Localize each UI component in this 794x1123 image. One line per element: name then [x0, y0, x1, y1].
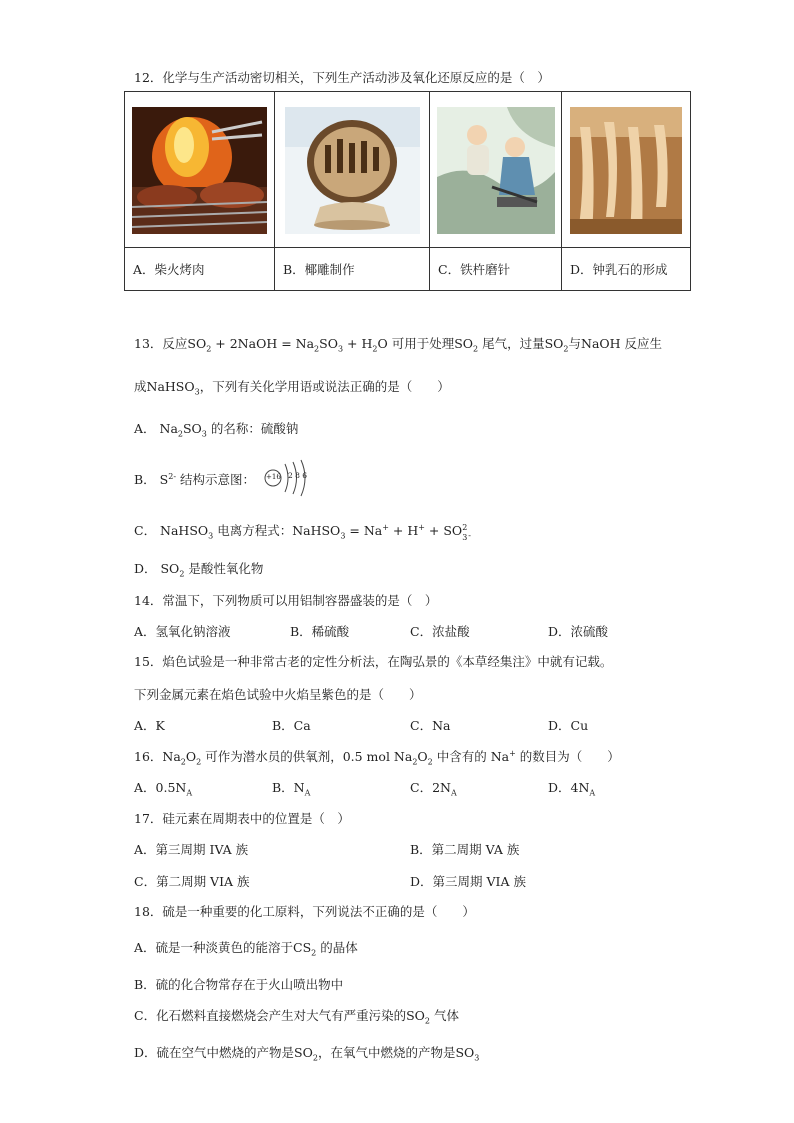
q16-option-d[interactable]: D．$4N_A$	[548, 780, 596, 798]
q17-option-a[interactable]: A．第三周期 IVA 族	[134, 842, 249, 857]
q16-option-a[interactable]: A．$0.5N_A$	[134, 780, 193, 798]
iron-rod-grinding-painting	[437, 107, 555, 234]
q16-option-b[interactable]: B．$N_A$	[272, 780, 311, 798]
q12-option-c[interactable]: C．铁杵磨针	[430, 248, 562, 291]
q12-image-cell-a	[125, 92, 275, 248]
diagram-shell-electrons: 2 8 6	[288, 471, 308, 480]
q18-option-c[interactable]: C．化石燃料直接燃烧会产生对大气有严重污染的$SO_2$ 气体	[134, 1008, 459, 1026]
q14-option-a[interactable]: A．氢氧化钠溶液	[134, 624, 231, 639]
q12-option-b[interactable]: B．椰雕制作	[275, 248, 430, 291]
q12-option-a[interactable]: A．柴火烤肉	[125, 248, 275, 291]
q18-option-a[interactable]: A．硫是一种淡黄色的能溶于$CS_2$ 的晶体	[134, 940, 358, 958]
q18-stem: 18．硫是一种重要的化工原料，下列说法不正确的是（ ）	[134, 904, 475, 919]
q13-option-d[interactable]: D． $SO_2$ 是酸性氧化物	[134, 561, 264, 579]
q14-option-b[interactable]: B．稀硫酸	[290, 624, 350, 639]
q13-stem-line1: 13．反应$SO_2$ + 2NaOH = $Na_2SO_3 + H_2O$ 可用于处理$SO_2$ 尾气，过量$SO_2$与NaOH 反应生	[134, 336, 663, 354]
q12-option-d[interactable]: D．钟乳石的形成	[562, 248, 691, 291]
q14-option-d[interactable]: D．浓硫酸	[548, 624, 609, 639]
q15-stem-line2: 下列金属元素在焰色试验中火焰呈紫色的是（ ）	[134, 687, 422, 702]
q17-option-c[interactable]: C．第二周期 VIA 族	[134, 874, 250, 889]
coconut-carving-photo	[285, 107, 420, 234]
q15-option-a[interactable]: A．K	[134, 718, 165, 733]
q15-stem-line1: 15．焰色试验是一种非常古老的定性分析法，在陶弘景的《本草经集注》中就有记载。	[134, 654, 613, 669]
q17-stem: 17．硅元素在周期表中的位置是（ ）	[134, 811, 350, 826]
stalactite-photo	[570, 107, 682, 234]
diagram-nucleus-label: +16	[266, 473, 281, 481]
q12-image-cell-c	[430, 92, 562, 248]
q13-option-c[interactable]: C． NaHSO$_3$ 电离方程式：NaHSO$_3$ = Na+ + H+ + SO 2 3 -	[134, 522, 471, 542]
q18-option-b[interactable]: B．硫的化合物常存在于火山喷出物中	[134, 977, 344, 992]
q13-option-a[interactable]: A． $Na_2SO_3$ 的名称：硫酸钠	[134, 421, 299, 439]
q14-stem: 14．常温下，下列物质可以用铝制容器盛装的是（ ）	[134, 593, 438, 608]
q15-option-b[interactable]: B．Ca	[272, 718, 311, 733]
q14-option-c[interactable]: C．浓盐酸	[410, 624, 470, 639]
q13-option-b[interactable]: B． $S^{2-}$ 结构示意图：	[134, 471, 256, 487]
q18-option-d[interactable]: D．硫在空气中燃烧的产物是$SO_2$，在氧气中燃烧的产物是$SO_3$	[134, 1045, 480, 1063]
q13-stem-line2: 成NaHSO$_3$，下列有关化学用语或说法正确的是（ ）	[134, 379, 450, 397]
q16-option-c[interactable]: C．$2N_A$	[410, 780, 457, 798]
q12-stem: 12．化学与生产活动密切相关，下列生产活动涉及氧化还原反应的是（ ）	[134, 70, 550, 85]
q12-image-cell-b	[275, 92, 430, 248]
q15-option-d[interactable]: D．Cu	[548, 718, 589, 733]
q12-image-table	[124, 91, 691, 291]
q17-option-b[interactable]: B．第二周期 VA 族	[410, 842, 520, 857]
q17-option-d[interactable]: D．第三周期 VIA 族	[410, 874, 526, 889]
q15-option-c[interactable]: C．Na	[410, 718, 451, 733]
barbecue-photo	[132, 107, 267, 234]
q16-stem: 16．$Na_2O_2$ 可作为潜水员的供氧剂，0.5 mol $Na_2O_2$ 中含有的 Na+ 的数目为（ ）	[134, 748, 620, 767]
q12-image-cell-d	[562, 92, 691, 248]
